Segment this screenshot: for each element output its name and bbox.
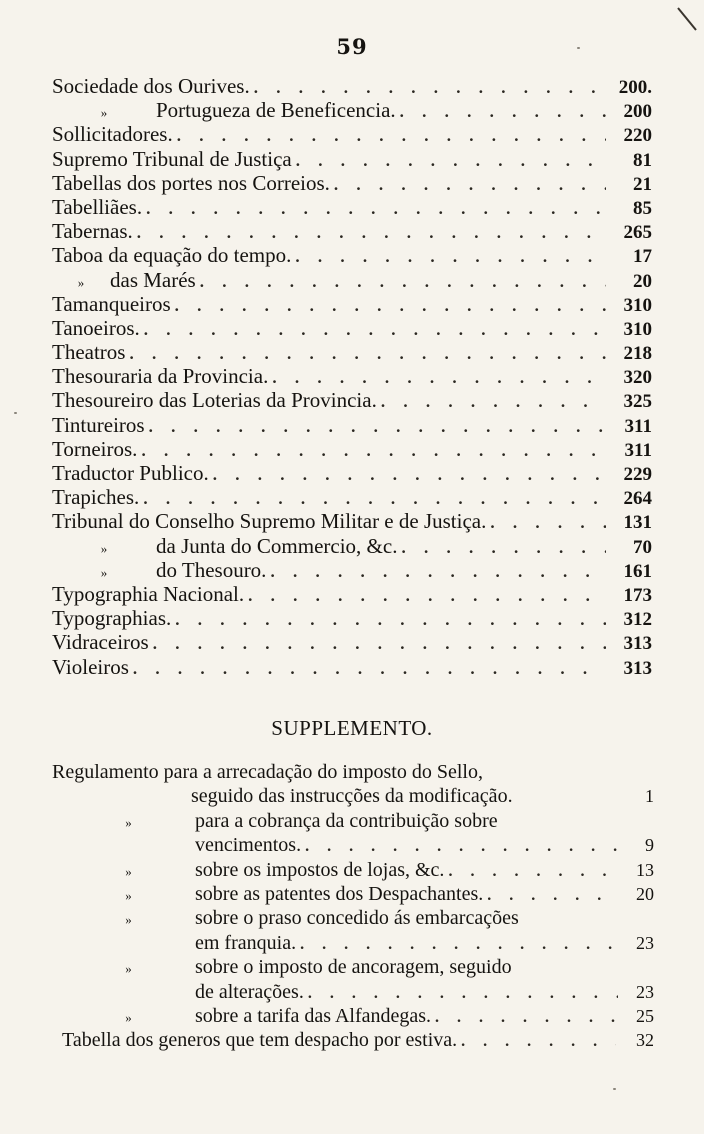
- supplement-page: 1: [645, 786, 654, 807]
- supplement-text: Tabella dos generos que tem despacho por estiva.: [62, 1029, 458, 1052]
- dot-leader: [146, 197, 606, 221]
- dot-leader: [272, 366, 606, 390]
- dot-leader: [270, 560, 606, 584]
- dot-leader: [141, 439, 606, 463]
- index-entry: [52, 147, 652, 171]
- ditto-mark: »: [100, 540, 108, 556]
- supplement-entry: [62, 882, 654, 906]
- index-entry-page: 85: [633, 197, 652, 219]
- dot-leader: [400, 100, 606, 124]
- dot-leader: [149, 415, 606, 439]
- supplement-line: [62, 906, 654, 930]
- index-entry-label: Vidraceiros: [52, 630, 149, 655]
- supplement-page: 20: [636, 883, 654, 904]
- index-entry-label: Trapiches.: [52, 485, 140, 510]
- index-entry: [52, 582, 652, 606]
- index-entry-page: 21: [633, 173, 652, 195]
- index-entry-page: 313: [623, 633, 652, 655]
- index-entry-page: 200: [623, 101, 652, 123]
- supplement-entry: [62, 1028, 654, 1052]
- page-corner-smudge: [676, 6, 698, 32]
- index-entry-label: Traductor Publico.: [52, 461, 209, 485]
- index-entry: [52, 316, 652, 340]
- index-entry-label: Portugueza de Beneficencia.: [156, 98, 396, 123]
- supplement-line: [62, 833, 654, 857]
- dot-leader: [133, 657, 606, 681]
- supplement-text: sobre a tarifa das Alfandegas.: [195, 1004, 432, 1027]
- index-entry-label: Tabernas.: [52, 219, 133, 244]
- supplement-line: [62, 858, 654, 882]
- index-entry-page: 320: [623, 367, 652, 389]
- index-entry-label: Tanoeiros.: [52, 315, 140, 340]
- index-entry: [52, 558, 652, 582]
- dot-leader: [153, 632, 606, 656]
- supplement-line: [62, 784, 654, 808]
- index-entry: [52, 98, 652, 122]
- supplement-text: em franquia.: [195, 931, 297, 954]
- index-entry: [52, 171, 652, 195]
- dot-leader: [381, 390, 606, 414]
- index-entry-label: Typographias.: [52, 606, 172, 631]
- index-entry-label: da Junta do Commercio, &c.: [156, 533, 398, 558]
- dot-leader: [295, 245, 606, 269]
- index-entry-page: 200.: [618, 77, 652, 98]
- index-entry-page: 310: [623, 294, 652, 316]
- index-entry-page: 311: [624, 439, 652, 461]
- supplement-line: [62, 980, 654, 1004]
- dot-leader: [490, 511, 606, 535]
- dot-leader: [177, 124, 606, 148]
- dot-leader: [435, 1006, 618, 1030]
- ditto-mark: »: [125, 961, 132, 977]
- supplement-entry: [62, 906, 654, 955]
- dot-leader: [308, 982, 618, 1006]
- supplement-text: de alterações.: [195, 980, 304, 1003]
- index-entry-label: Tabellas dos portes nos Correios.: [52, 170, 330, 195]
- index-entry-label: do Thesouro.: [156, 557, 267, 582]
- index-entry-page: 218: [623, 343, 652, 365]
- index-entry-page: 265: [623, 222, 652, 244]
- dot-leader: [334, 173, 606, 197]
- supplement-entry: [62, 809, 654, 858]
- ditto-mark: »: [125, 863, 132, 879]
- supplement-entry: [62, 1004, 654, 1028]
- ditto-mark: »: [77, 274, 85, 290]
- ditto-mark: »: [125, 1009, 132, 1025]
- index-entry: [52, 340, 652, 364]
- supplement-text: Regulamento para a arrecadação do imposto do Sello,: [52, 761, 483, 783]
- dot-leader: [175, 294, 606, 318]
- supplement-page: 23: [636, 981, 654, 1002]
- supplement-text: para a cobrança da contribuição sobre: [195, 809, 498, 832]
- index-entry-page: 17: [633, 246, 652, 268]
- dot-leader: [175, 608, 606, 632]
- paper-speck: [613, 1088, 616, 1090]
- supplement-line: [52, 760, 654, 784]
- index-entry-page: 81: [633, 149, 652, 171]
- index-entry-page: 70: [633, 536, 652, 558]
- dot-leader: [448, 860, 618, 884]
- dot-leader: [144, 318, 606, 342]
- index-entry: [52, 122, 652, 146]
- index-entry-page: 161: [623, 560, 652, 582]
- index-entry-label: Theatros: [52, 340, 126, 365]
- index-list: [52, 74, 652, 679]
- index-entry-page: 173: [623, 584, 652, 606]
- index-entry-label: Tintureiros: [52, 412, 145, 437]
- index-entry: [52, 74, 652, 98]
- supplement-heading: SUPPLEMENTO.: [271, 716, 433, 740]
- supplement-page: 9: [645, 835, 654, 856]
- index-entry: [52, 461, 652, 485]
- dot-leader: [129, 342, 606, 366]
- index-entry-label: Violeiros: [52, 654, 129, 679]
- ditto-mark: »: [100, 564, 108, 580]
- dot-leader: [137, 221, 606, 245]
- ditto-mark: »: [125, 814, 132, 830]
- supplement-line: [62, 1028, 654, 1052]
- supplement-line: [62, 955, 654, 979]
- index-entry-page: 264: [623, 488, 652, 510]
- index-entry-label: Torneiros.: [52, 436, 138, 461]
- paper-speck: [14, 412, 17, 414]
- dot-leader: [300, 933, 618, 957]
- index-entry: [52, 268, 652, 292]
- supplement-entry: [62, 955, 654, 1004]
- dot-leader: [213, 463, 606, 487]
- index-entry-label: Sociedade dos Ourives.: [52, 74, 250, 98]
- index-entry-label: Sollicitadores.: [52, 122, 173, 147]
- supplement-text: sobre as patentes dos Despachantes.: [195, 882, 484, 905]
- supplement-page: 25: [636, 1005, 654, 1026]
- supplement-text: sobre o imposto de ancoragem, seguido: [195, 956, 512, 979]
- index-entry-page: 325: [623, 391, 652, 413]
- index-entry: [52, 195, 652, 219]
- index-entry: [52, 534, 652, 558]
- ditto-mark: »: [125, 912, 132, 928]
- index-entry-label: Tabelliães.: [52, 194, 143, 219]
- index-entry-page: 312: [623, 609, 652, 631]
- supplement-text: vencimentos.: [195, 834, 302, 857]
- index-entry-label: Tamanqueiros: [52, 291, 171, 316]
- dot-leader: [200, 270, 606, 294]
- index-entry: [52, 364, 652, 388]
- index-entry-page: 131: [623, 512, 652, 534]
- index-entry: [52, 485, 652, 509]
- ditto-mark: »: [125, 887, 132, 903]
- ditto-mark: »: [100, 105, 108, 121]
- index-entry: [52, 509, 652, 533]
- supplement-entry: [52, 760, 654, 809]
- dot-leader: [248, 584, 606, 608]
- index-entry-page: 20: [633, 270, 652, 292]
- index-entry-label: Supremo Tribunal de Justiça: [52, 146, 292, 171]
- supplement-text: seguido das instrucções da modificação.: [191, 785, 513, 808]
- index-entry: [52, 630, 652, 654]
- dot-leader: [461, 1030, 616, 1054]
- index-entry: [52, 437, 652, 461]
- supplement-page: 23: [636, 932, 654, 953]
- dot-leader: [305, 835, 618, 859]
- supplement-page: 13: [636, 859, 654, 880]
- dot-leader: [143, 487, 606, 511]
- dot-leader: [296, 149, 606, 173]
- index-entry-label: das Marés: [110, 267, 196, 292]
- page-number: 59: [336, 34, 368, 59]
- supplement-text: sobre o praso concedido ás embarcações: [195, 907, 519, 930]
- dot-leader: [487, 884, 618, 908]
- supplement-page: 32: [636, 1030, 654, 1051]
- index-entry-label: Tribunal do Conselho Supremo Militar e de Justiça.: [52, 509, 487, 534]
- index-entry: [52, 655, 652, 679]
- supplement-line: [62, 882, 654, 906]
- index-entry-page: 311: [624, 415, 652, 437]
- supplement-text: sobre os impostos de lojas, &c.: [195, 858, 445, 881]
- dot-leader: [254, 76, 606, 100]
- index-entry-label: Thesouraria da Provincia.: [52, 364, 269, 389]
- supplement-line: [62, 1004, 654, 1028]
- dot-leader: [401, 536, 606, 560]
- index-entry: [52, 219, 652, 243]
- supplement-list: [52, 760, 654, 1053]
- index-entry-page: 310: [623, 318, 652, 340]
- index-entry-page: 220: [623, 125, 652, 147]
- index-entry-label: Taboa da equação do tempo.: [52, 243, 292, 268]
- index-entry-label: Typographia Nacional.: [52, 581, 245, 606]
- supplement-line: [62, 931, 654, 955]
- index-entry: [52, 243, 652, 267]
- index-entry-label: Thesoureiro das Loterias da Provincia.: [52, 388, 377, 413]
- index-entry: [52, 413, 652, 437]
- supplement-line: [62, 809, 654, 833]
- index-entry: [52, 606, 652, 630]
- index-entry: [52, 292, 652, 316]
- supplement-entry: [62, 858, 654, 882]
- index-entry-page: 313: [623, 657, 652, 679]
- index-entry: [52, 388, 652, 412]
- index-entry-page: 229: [623, 464, 652, 485]
